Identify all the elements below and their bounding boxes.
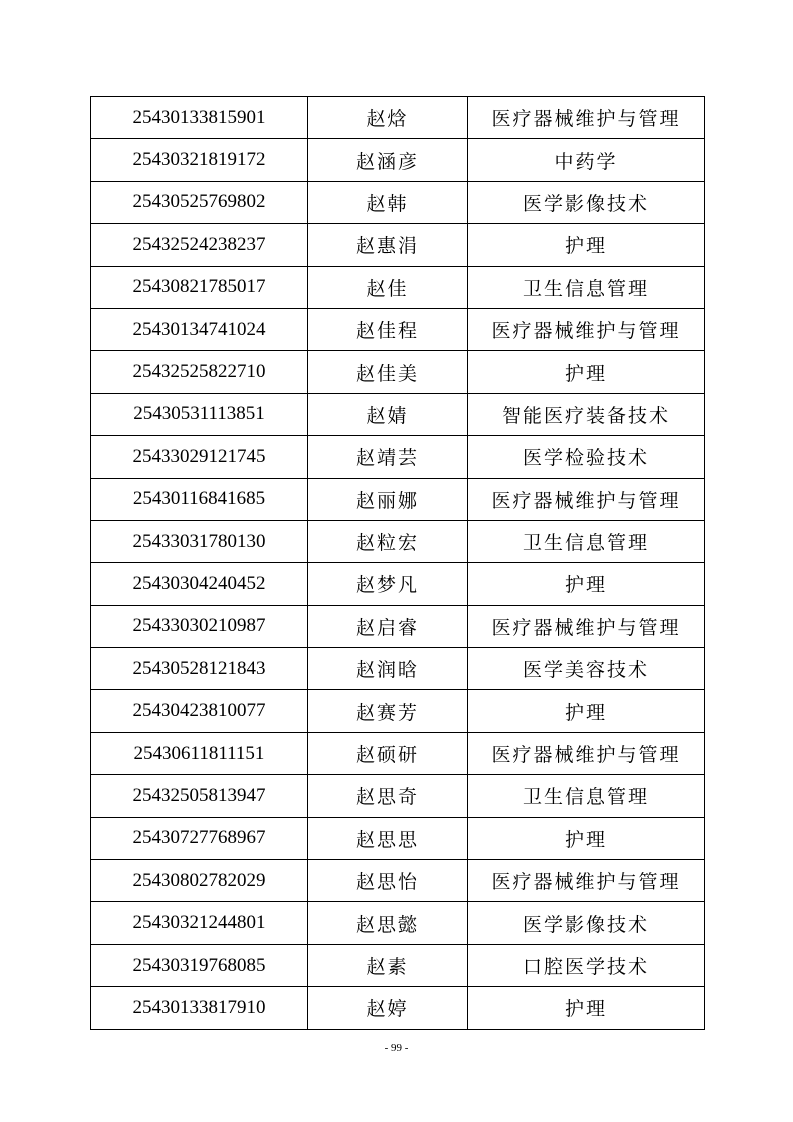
table-row [91,181,705,223]
student-name: 赵婧 [308,393,468,435]
major: 医学美容技术 [468,648,705,690]
candidate-number: 25433030210987 [91,605,308,647]
major: 医疗器械维护与管理 [468,97,705,139]
candidate-number: 25430116841685 [91,478,308,520]
table-row [91,351,705,393]
major: 护理 [468,351,705,393]
candidate-number: 25430133815901 [91,97,308,139]
student-name: 赵素 [308,944,468,986]
table-row [91,648,705,690]
major: 医学影像技术 [468,902,705,944]
table-row [91,266,705,308]
student-table [90,96,705,1030]
student-name: 赵韩 [308,181,468,223]
table-row [91,520,705,562]
student-name: 赵粒宏 [308,520,468,562]
student-name: 赵涵彦 [308,139,468,181]
candidate-number: 25430531113851 [91,393,308,435]
major: 医疗器械维护与管理 [468,478,705,520]
major: 护理 [468,563,705,605]
table-row [91,860,705,902]
student-name: 赵丽娜 [308,478,468,520]
table-row [91,478,705,520]
candidate-number: 25430321244801 [91,902,308,944]
student-name: 赵润晗 [308,648,468,690]
student-name: 赵梦凡 [308,563,468,605]
table-row [91,817,705,859]
table-row [91,308,705,350]
candidate-number: 25432505813947 [91,775,308,817]
major: 医疗器械维护与管理 [468,860,705,902]
major: 护理 [468,817,705,859]
student-name: 赵焓 [308,97,468,139]
candidate-number: 25432524238237 [91,224,308,266]
candidate-number: 25430304240452 [91,563,308,605]
major: 医疗器械维护与管理 [468,732,705,774]
table-row [91,393,705,435]
major: 医学影像技术 [468,181,705,223]
table-row [91,775,705,817]
table-row [91,97,705,139]
table-row [91,139,705,181]
candidate-number: 25430727768967 [91,817,308,859]
major: 卫生信息管理 [468,775,705,817]
major: 医学检验技术 [468,436,705,478]
major: 护理 [468,987,705,1029]
candidate-number: 25430802782029 [91,860,308,902]
student-name: 赵思懿 [308,902,468,944]
student-name: 赵启睿 [308,605,468,647]
student-name: 赵思奇 [308,775,468,817]
candidate-number: 25430611811151 [91,732,308,774]
major: 卫生信息管理 [468,520,705,562]
table-row [91,987,705,1029]
table-row [91,224,705,266]
major: 医疗器械维护与管理 [468,605,705,647]
table-row [91,902,705,944]
table-row [91,944,705,986]
table-row [91,690,705,732]
page-number: - 99 - [384,1042,409,1054]
major: 医疗器械维护与管理 [468,308,705,350]
candidate-number: 25430319768085 [91,944,308,986]
student-name: 赵婷 [308,987,468,1029]
candidate-number: 25430134741024 [91,308,308,350]
candidate-number: 25430528121843 [91,648,308,690]
student-name: 赵思怡 [308,860,468,902]
student-name: 赵佳程 [308,308,468,350]
candidate-number: 25430133817910 [91,987,308,1029]
student-name: 赵惠涓 [308,224,468,266]
student-name: 赵佳美 [308,351,468,393]
table-row [91,436,705,478]
table-row [91,605,705,647]
candidate-number: 25433029121745 [91,436,308,478]
student-name: 赵靖芸 [308,436,468,478]
candidate-number: 25430423810077 [91,690,308,732]
major: 护理 [468,224,705,266]
candidate-number: 25432525822710 [91,351,308,393]
major: 卫生信息管理 [468,266,705,308]
major: 口腔医学技术 [468,944,705,986]
major: 护理 [468,690,705,732]
student-name: 赵硕研 [308,732,468,774]
candidate-number: 25430821785017 [91,266,308,308]
student-name: 赵赛芳 [308,690,468,732]
major: 智能医疗装备技术 [468,393,705,435]
table-row [91,563,705,605]
table-row [91,732,705,774]
major: 中药学 [468,139,705,181]
student-name: 赵佳 [308,266,468,308]
candidate-number: 25430321819172 [91,139,308,181]
candidate-number: 25430525769802 [91,181,308,223]
student-name: 赵思思 [308,817,468,859]
candidate-number: 25433031780130 [91,520,308,562]
